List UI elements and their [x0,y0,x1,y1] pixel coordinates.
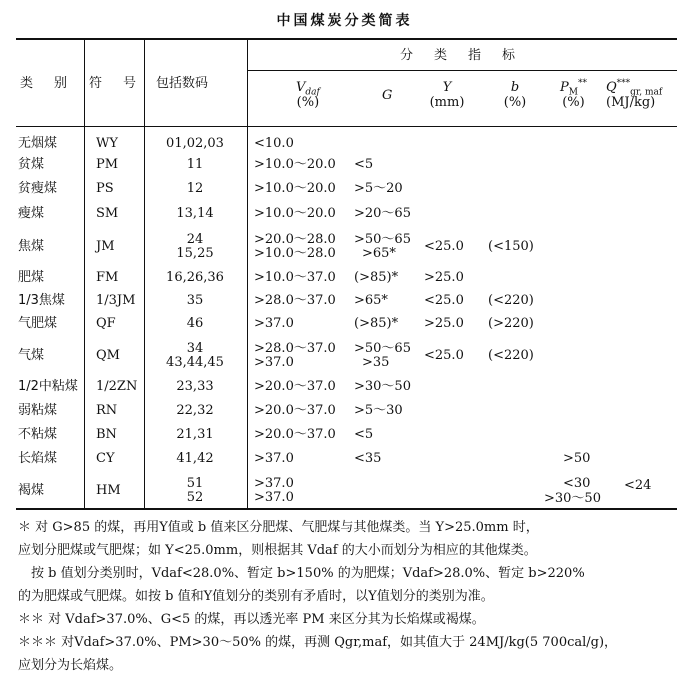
category-cell: 无烟煤 [18,136,58,151]
column-divider [247,40,248,508]
symbol-cell: FM [96,270,119,285]
g-cell: >50～65 [354,341,411,356]
category-cell: 贫瘦煤 [18,181,58,196]
header-codes: 包括数码 [156,76,209,91]
column-divider [144,40,145,508]
header-pm: $P_M^{**}$ (%) [560,78,587,110]
vdaf-cell: >10.0～37.0 [254,270,336,285]
vdaf-cell: >20.0～37.0 [254,403,336,418]
y-cell: <25.0 [424,348,464,363]
symbol-cell: 1/2ZN [96,379,138,394]
category-cell: 焦煤 [18,239,45,254]
pm-cell: >50 [563,451,591,466]
category-cell: 气煤 [18,348,45,363]
q-cell: <24 [624,478,652,493]
g-cell: >65* [362,246,396,261]
footnote-line: 应划分肥煤或气肥煤；如 Y<25.0mm，则根据其 Vdaf 的大小而划分为相应的其他煤类。 [18,543,537,558]
g-cell: <5 [354,427,374,442]
vdaf-cell: >10.0～20.0 [254,157,336,172]
vdaf-cell: >20.0～37.0 [254,427,336,442]
header-q: $Q^{***}_{gr, maf}$ (MJ/kg) [606,78,663,110]
footnote-line: 应划分为长焰煤。 [18,658,123,673]
symbol-cell: SM [96,206,119,221]
codes-cell: 12 [186,181,204,196]
header-symbol: 符 号 [89,76,141,91]
symbol-cell: WY [96,136,118,151]
g-cell: <35 [354,451,382,466]
codes-cell: 41,42 [176,451,214,466]
y-cell: <25.0 [424,293,464,308]
vdaf-cell: >20.0～28.0 [254,232,336,247]
vdaf-cell: >37.0 [254,316,294,331]
codes-cell: 13,14 [176,206,214,221]
footnote-line: 的为肥煤或气肥煤。如按 b 值和Y值划分的类别有矛盾时，以Y值划分的类别为准。 [18,589,494,604]
vdaf-cell: >20.0～37.0 [254,379,336,394]
category-cell: 1/3焦煤 [18,293,65,308]
symbol-cell: JM [96,239,115,254]
g-cell: >5～20 [354,181,403,196]
codes-cell: 46 [186,316,204,331]
y-cell: <25.0 [424,239,464,254]
y-cell: >25.0 [424,316,464,331]
codes-cell: 21,31 [176,427,214,442]
footnotes [18,516,678,677]
category-cell: 肥煤 [18,270,45,285]
category-cell: 褐煤 [18,483,45,498]
header-indicators: 分 类 指 标 [400,48,520,63]
vdaf-cell: >37.0 [254,490,294,505]
g-cell: <5 [354,157,374,172]
vdaf-cell: >10.0～28.0 [254,246,336,261]
indicator-rule [247,70,677,71]
codes-cell: 24 [186,232,204,247]
footnote-line: ＊＊ 对 Vdaf>37.0%、G<5 的煤，再以透光率 PM 来区分其为长焰煤或褐煤。 [18,612,485,627]
column-divider [84,40,85,508]
b-cell: (<150) [488,239,534,254]
g-cell: >50～65 [354,232,411,247]
codes-cell: 23,33 [176,379,214,394]
g-cell: >65* [354,293,388,308]
vdaf-cell: <10.0 [254,136,294,151]
codes-cell: 16,26,36 [166,270,224,285]
codes-cell: 51 [186,476,204,491]
header-bottom-rule [16,126,677,127]
codes-cell: 34 [186,341,204,356]
vdaf-cell: >10.0～20.0 [254,206,336,221]
b-cell: (<220) [488,348,534,363]
footnote-line: 按 b 值划分类别时，Vdaf<28.0%、暂定 b>150% 的为肥煤；Vdaf>28.0%、暂定 b>220% [18,566,585,581]
codes-cell: 22,32 [176,403,214,418]
header-vdaf: $V_{daf}$ (%) [296,80,320,110]
codes-cell: 11 [186,157,204,172]
g-cell: (>85)* [354,316,399,331]
symbol-cell: PS [96,181,114,196]
codes-cell: 35 [186,293,204,308]
symbol-cell: BN [96,427,117,442]
footnote-line: ＊ 对 G>85 的煤，再用Y值或 b 值来区分肥煤、气肥煤与其他煤类。当 Y>25.0mm 时， [18,520,539,535]
symbol-cell: 1/3JM [96,293,136,308]
g-cell: >35 [362,355,390,370]
header-category: 类 别 [20,76,72,91]
symbol-cell: HM [96,483,121,498]
symbol-cell: CY [96,451,115,466]
symbol-cell: RN [96,403,118,418]
codes-cell: 52 [186,490,204,505]
vdaf-cell: >37.0 [254,451,294,466]
pm-cell: >30～50 [544,491,601,506]
pm-cell: <30 [563,476,591,491]
header-g: G [382,88,393,103]
category-cell: 长焰煤 [18,451,58,466]
vdaf-cell: >37.0 [254,355,294,370]
y-cell: >25.0 [424,270,464,285]
header-b: b (%) [503,80,527,110]
bottom-rule [16,508,677,510]
symbol-cell: QF [96,316,116,331]
g-cell: >30～50 [354,379,411,394]
g-cell: (>85)* [354,270,399,285]
table-title: 中国煤炭分类简表 [276,13,413,29]
top-rule [16,38,677,40]
vdaf-cell: >28.0～37.0 [254,293,336,308]
codes-cell: 15,25 [176,246,214,261]
category-cell: 贫煤 [18,157,45,172]
g-cell: >20～65 [354,206,411,221]
codes-cell: 01,02,03 [166,136,224,151]
header-y: Y (mm) [429,80,465,110]
category-cell: 1/2中粘煤 [18,379,78,394]
vdaf-cell: >10.0～20.0 [254,181,336,196]
vdaf-cell: >28.0～37.0 [254,341,336,356]
g-cell: >5～30 [354,403,403,418]
category-cell: 弱粘煤 [18,403,58,418]
symbol-cell: PM [96,157,119,172]
b-cell: (>220) [488,316,534,331]
category-cell: 气肥煤 [18,316,58,331]
b-cell: (<220) [488,293,534,308]
vdaf-cell: >37.0 [254,476,294,491]
category-cell: 瘦煤 [18,206,45,221]
footnote-line: ＊＊＊ 对Vdaf>37.0%、PM>30～50% 的煤，再测 Qgr,maf，如其值大于 24MJ/kg(5 700cal/g)， [18,635,618,650]
codes-cell: 43,44,45 [166,355,224,370]
category-cell: 不粘煤 [18,427,58,442]
symbol-cell: QM [96,348,120,363]
